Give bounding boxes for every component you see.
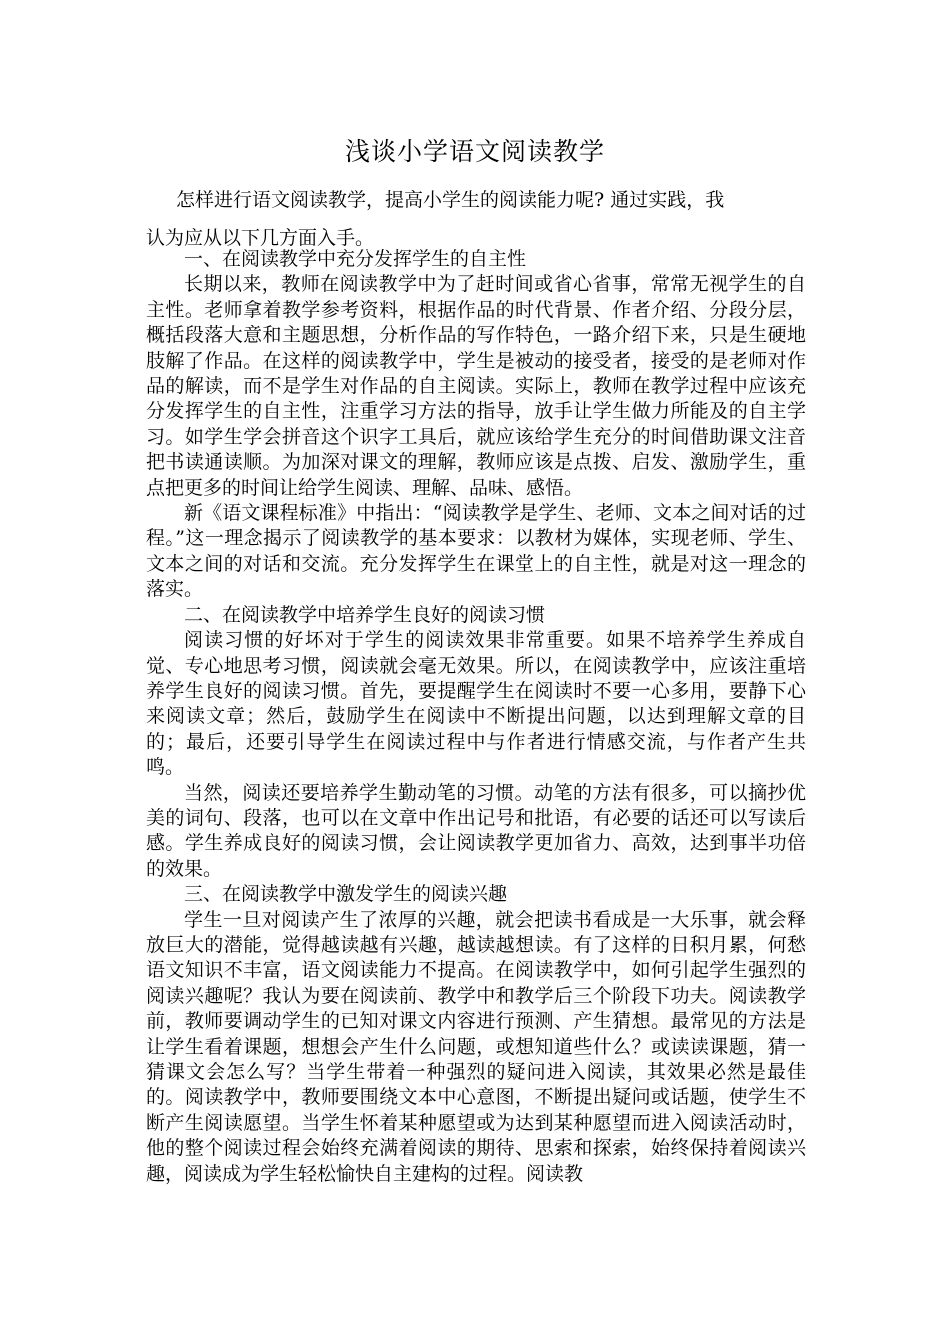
section-heading-2: 二、在阅读教学中培养学生良好的阅读习惯 (184, 603, 546, 626)
paragraph-1: 长期以来，教师在阅读教学中为了赶时间或省心省事，常常无视学生的自主性。老师拿着教学参考资料，根据作品的时代背景、作者介绍、分段分层，概括段落大意和主题思想，分析作品的写作特色，一路介绍下来，只是生硬地肢解了作品。在这样的阅读教学中，学生是被动的接受者，接受的是老师对作品的解读，而不是学生对作品的自主阅读。实际上，教师在教学过程中应该充分发挥学生的自主性，注重学习方法的指导，放手让学生做力所能及的自主学习。如学生学会拼音这个识字工具后，就应该给学生充分的时间借助课文注音把书读通读顺。为加深对课文的理解，教师应该是点拨、启发、激励学生，重点把更多的时间让给学生阅读、理解、品味、感悟。 (146, 273, 806, 499)
section-heading-1: 一、在阅读教学中充分发挥学生的自主性 (184, 248, 527, 270)
paragraph-3: 阅读习惯的好坏对于学生的阅读效果非常重要。如果不培养学生养成自觉、专心地思考习惯，阅读就会毫无效果。所以，在阅读教学中，应该注重培养学生良好的阅读习惯。首先，要提醒学生在阅读时不要一心多用，要静下心来阅读文章；然后，鼓励学生在阅读中不断提出问题，以达到理解文章的目的；最后，还要引导学生在阅读过程中与作者进行情感交流，与作者产生共鸣。 (146, 629, 806, 779)
paragraph-5: 学生一旦对阅读产生了浓厚的兴趣，就会把读书看成是一大乐事，就会释放巨大的潜能，觉得越读越有兴趣，越读越想读。有了这样的日积月累，何愁语文知识不丰富，语文阅读能力不提高。在阅读教学中，如何引起学生强烈的阅读兴趣呢？我认为要在阅读前、教学中和教学后三个阶段下功夫。阅读教学前，教师要调动学生的已知对课文内容进行预测、产生猜想。最常见的方法是让学生看着课题，想想会产生什么问题，或想知道些什么？或读读课题，猜一猜课文会怎么写？当学生带着一种强烈的疑问进入阅读，其效果必然是最佳的。阅读教学中，教师要围绕文本中心意图，不断提出疑问或话题，使学生不断产生阅读愿望。当学生怀着某种愿望或为达到某种愿望而进入阅读活动时，他的整个阅读过程会始终充满着阅读的期待、思索和探索，始终保持着阅读兴趣，阅读成为学生轻松愉快自主建构的过程。阅读教 (146, 908, 806, 1185)
intro-line-2: 认为应从以下几方面入手。 (146, 227, 375, 249)
paragraph-4: 当然，阅读还要培养学生勤动笔的习惯。动笔的方法有很多，可以摘抄优美的词句、段落，也可以在文章中作出记号和批语，有必要的话还可以写读后感。学生养成良好的阅读习惯，会让阅读教学更加省力、高效，达到事半功倍的效果。 (146, 781, 806, 880)
document-body (146, 247, 806, 1187)
paragraph-2: 新《语文课程标准》中指出：“阅读教学是学生、老师、文本之间对话的过程。”这一理念揭示了阅读教学的基本要求：以教材为媒体，实现老师、学生、文本之间的对话和交流。充分发挥学生在课堂上的自主性，就是对这一理念的落实。 (146, 502, 806, 601)
section-heading-3: 三、在阅读教学中激发学生的阅读兴趣 (184, 883, 508, 906)
intro-line-1: 怎样进行语文阅读教学，提高小学生的阅读能力呢? 通过实践，我 (176, 189, 725, 211)
document-title: 浅谈小学语文阅读教学 (344, 137, 605, 166)
